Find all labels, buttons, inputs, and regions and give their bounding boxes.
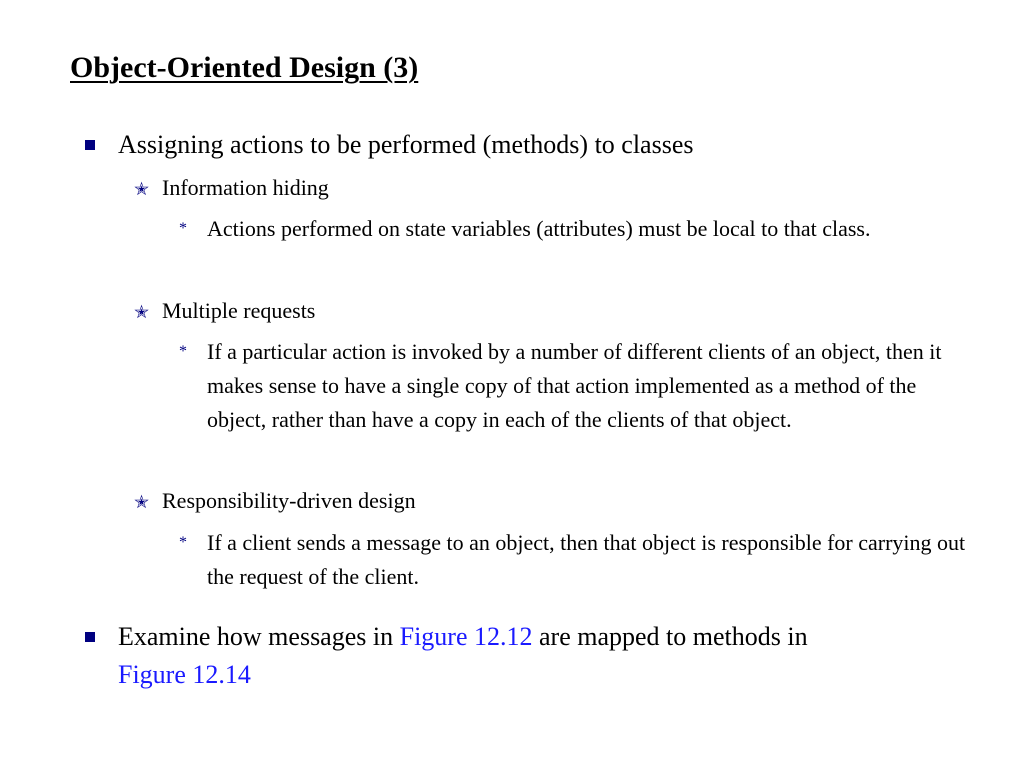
bullet-assigning-actions bbox=[118, 126, 968, 164]
square-bullet-icon bbox=[85, 140, 95, 150]
sub-bullet-text: Responsibility-driven design bbox=[162, 488, 416, 513]
figure-12-12-link[interactable]: Figure 12.12 bbox=[399, 622, 533, 651]
sub-bullet-information-hiding bbox=[134, 173, 962, 203]
figure-12-14-link[interactable]: Figure 12.14 bbox=[118, 660, 251, 689]
bullet-text-middle: are mapped to methods in bbox=[532, 622, 808, 651]
detail-text: If a client sends a message to an object, then that object is responsible for carrying out the request of the client. bbox=[207, 530, 966, 589]
sub-bullet-text: Information hiding bbox=[162, 175, 329, 200]
star-bullet-icon: ✭ bbox=[134, 179, 150, 199]
detail-information-hiding bbox=[179, 212, 977, 246]
star-bullet-icon: ✭ bbox=[134, 302, 150, 322]
slide-title: Object-Oriented Design (3) bbox=[70, 51, 419, 84]
bullet-examine-messages bbox=[118, 618, 968, 694]
sub-bullet-multiple-requests bbox=[134, 296, 962, 326]
asterisk-bullet-icon: * bbox=[179, 220, 187, 237]
sub-bullet-text: Multiple requests bbox=[162, 298, 316, 323]
detail-text: Actions performed on state variables (attributes) must be local to that class. bbox=[207, 216, 871, 241]
asterisk-bullet-icon: * bbox=[179, 534, 187, 551]
bullet-text-before: Examine how messages in bbox=[118, 622, 400, 651]
bullet-text: Assigning actions to be performed (methods) to classes bbox=[118, 130, 694, 159]
detail-responsibility-driven-design bbox=[179, 526, 977, 594]
square-bullet-icon bbox=[85, 632, 95, 642]
sub-bullet-responsibility-driven-design bbox=[134, 486, 962, 516]
detail-text: If a particular action is invoked by a number of different clients of an object, then it makes sense to have a single copy of that action implemented as a method of the object, rather than have a copy in each of the clients of that object. bbox=[207, 339, 942, 432]
detail-multiple-requests bbox=[179, 335, 977, 437]
star-bullet-icon: ✭ bbox=[134, 492, 150, 512]
asterisk-bullet-icon: * bbox=[179, 343, 187, 360]
